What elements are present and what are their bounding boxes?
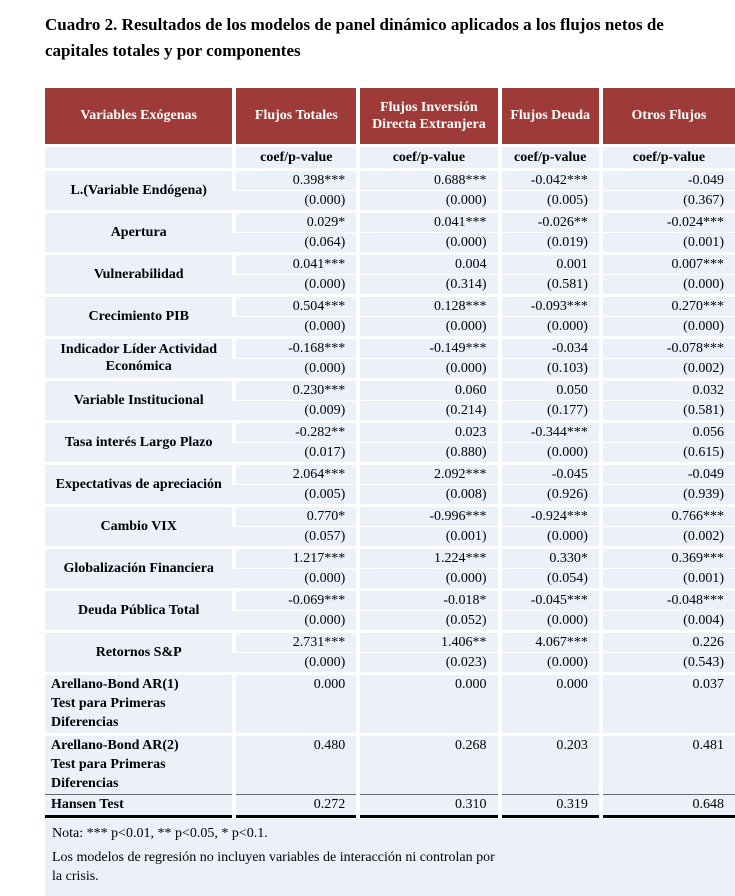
pvalue-cell: (0.000) (234, 568, 358, 589)
col-header-flujos-totales: Flujos Totales (234, 88, 358, 145)
pvalue-cell: (0.880) (358, 442, 499, 463)
stat-row-label: Arellano-Bond AR(1) Test para Primeras Diferencias (45, 673, 234, 734)
coef-cell: 1.217*** (234, 547, 358, 568)
pvalue-cell: (0.004) (601, 610, 735, 631)
row-label: Retornos S&P (45, 631, 234, 673)
pvalue-cell: (0.000) (234, 610, 358, 631)
variable-row (45, 211, 735, 232)
row-label: L.(Variable Endógena) (45, 169, 234, 211)
variable-row (45, 505, 735, 526)
stat-value-cell: 0.648 (601, 794, 735, 816)
coef-cell: 2.064*** (234, 463, 358, 484)
results-tbody (45, 169, 735, 816)
coef-cell: -0.024*** (601, 211, 735, 232)
coef-cell: 0.001 (500, 253, 601, 274)
variable-row (45, 463, 735, 484)
stat-row-label: Arellano-Bond AR(2) Test para Primeras Diferencias (45, 734, 234, 794)
pvalue-cell: (0.052) (358, 610, 499, 631)
pvalue-cell: (0.000) (601, 316, 735, 337)
stat-value-cell: 0.037 (601, 673, 735, 734)
pvalue-cell: (0.064) (234, 232, 358, 253)
coef-cell: 0.270*** (601, 295, 735, 316)
pvalue-cell: (0.000) (358, 358, 499, 379)
note-significance: Nota: *** p<0.01, ** p<0.05, * p<0.1. (52, 825, 268, 841)
pvalue-cell: (0.000) (358, 232, 499, 253)
variable-row (45, 547, 735, 568)
coef-cell: -0.045 (500, 463, 601, 484)
row-label: Tasa interés Largo Plazo (45, 421, 234, 463)
pvalue-cell: (0.000) (601, 274, 735, 295)
coef-cell: 0.029* (234, 211, 358, 232)
pvalue-cell: (0.019) (500, 232, 601, 253)
row-label: Deuda Pública Total (45, 589, 234, 631)
coef-cell: -0.049 (601, 463, 735, 484)
pvalue-cell: (0.581) (500, 274, 601, 295)
pvalue-cell: (0.000) (234, 358, 358, 379)
pvalue-cell: (0.000) (358, 568, 499, 589)
coef-cell: 0.504*** (234, 295, 358, 316)
subheader-row (45, 145, 735, 169)
pvalue-cell: (0.005) (234, 484, 358, 505)
coef-cell: -0.168*** (234, 337, 358, 358)
stat-value-cell: 0.000 (234, 673, 358, 734)
pvalue-cell: (0.939) (601, 484, 735, 505)
variable-row (45, 337, 735, 358)
coef-cell: 1.224*** (358, 547, 499, 568)
pvalue-cell: (0.214) (358, 400, 499, 421)
pvalue-cell: (0.023) (358, 652, 499, 673)
coef-cell: -0.049 (601, 169, 735, 190)
notes-section (45, 819, 735, 896)
subheader-cell: coef/p-value (601, 145, 735, 169)
coef-cell: 0.023 (358, 421, 499, 442)
stat-value-cell: 0.203 (500, 734, 601, 794)
row-label: Globalización Financiera (45, 547, 234, 589)
stat-value-cell: 0.272 (234, 794, 358, 816)
coef-cell: 4.067*** (500, 631, 601, 652)
stat-value-cell: 0.480 (234, 734, 358, 794)
row-label: Indicador Líder Actividad Económica (45, 337, 234, 379)
coef-cell: 0.398*** (234, 169, 358, 190)
coef-cell: -0.282** (234, 421, 358, 442)
subheader-cell: coef/p-value (358, 145, 499, 169)
pvalue-cell: (0.581) (601, 400, 735, 421)
coef-cell: -0.026** (500, 211, 601, 232)
pvalue-cell: (0.001) (601, 232, 735, 253)
stat-value-cell: 0.268 (358, 734, 499, 794)
pvalue-cell: (0.000) (358, 316, 499, 337)
variable-row (45, 253, 735, 274)
pvalue-cell: (0.054) (500, 568, 601, 589)
coef-cell: -0.149*** (358, 337, 499, 358)
stat-value-cell: 0.319 (500, 794, 601, 816)
pvalue-cell: (0.000) (500, 610, 601, 631)
stat-value-cell: 0.000 (358, 673, 499, 734)
hansen-test-row (45, 794, 735, 816)
pvalue-cell: (0.177) (500, 400, 601, 421)
pvalue-cell: (0.926) (500, 484, 601, 505)
pvalue-cell: (0.000) (500, 316, 601, 337)
pvalue-cell: (0.000) (234, 274, 358, 295)
pvalue-cell: (0.000) (358, 190, 499, 211)
variable-row (45, 631, 735, 652)
pvalue-cell: (0.000) (234, 316, 358, 337)
note-model-scope: Los modelos de regresión no incluyen variables de interacción ni controlan por la crisis. (52, 849, 495, 884)
col-header-flujos-deuda: Flujos Deuda (500, 88, 601, 145)
coef-cell: 0.369*** (601, 547, 735, 568)
variable-row (45, 421, 735, 442)
col-header-variables-exogenas: Variables Exógenas (45, 88, 234, 145)
pvalue-cell: (0.002) (601, 526, 735, 547)
variable-row (45, 379, 735, 400)
coef-cell: 0.007*** (601, 253, 735, 274)
col-header-otros-flujos: Otros Flujos (601, 88, 735, 145)
stat-value-cell: 0.000 (500, 673, 601, 734)
pvalue-cell: (0.000) (500, 652, 601, 673)
pvalue-cell: (0.057) (234, 526, 358, 547)
variable-row (45, 169, 735, 190)
coef-cell: 0.766*** (601, 505, 735, 526)
coef-cell: 2.731*** (234, 631, 358, 652)
stat-row (45, 673, 735, 734)
coef-cell: 2.092*** (358, 463, 499, 484)
pvalue-cell: (0.000) (234, 652, 358, 673)
coef-cell: 0.226 (601, 631, 735, 652)
variable-row (45, 295, 735, 316)
pvalue-cell: (0.615) (601, 442, 735, 463)
col-header-flujos-ide: Flujos Inversión Directa Extranjera (358, 88, 499, 145)
pvalue-cell: (0.001) (601, 568, 735, 589)
row-label: Cambio VIX (45, 505, 234, 547)
header-row (45, 88, 735, 145)
pvalue-cell: (0.000) (500, 442, 601, 463)
row-label: Variable Institucional (45, 379, 234, 421)
pvalue-cell: (0.017) (234, 442, 358, 463)
pvalue-cell: (0.543) (601, 652, 735, 673)
row-label: Apertura (45, 211, 234, 253)
coef-cell: 0.032 (601, 379, 735, 400)
coef-cell: 0.060 (358, 379, 499, 400)
coef-cell: -0.034 (500, 337, 601, 358)
row-label: Expectativas de apreciación (45, 463, 234, 505)
pvalue-cell: (0.009) (234, 400, 358, 421)
pvalue-cell: (0.000) (234, 190, 358, 211)
pvalue-cell: (0.367) (601, 190, 735, 211)
coef-cell: -0.078*** (601, 337, 735, 358)
table-title: Cuadro 2. Resultados de los modelos de panel dinámico aplicados a los flujos netos de capitales totales y por componentes (45, 15, 664, 60)
coef-cell: -0.018* (358, 589, 499, 610)
coef-cell: 0.041*** (358, 211, 499, 232)
coef-cell: 0.128*** (358, 295, 499, 316)
coef-cell: 0.770* (234, 505, 358, 526)
coef-cell: 0.688*** (358, 169, 499, 190)
pvalue-cell: (0.005) (500, 190, 601, 211)
coef-cell: 0.041*** (234, 253, 358, 274)
coef-cell: 1.406** (358, 631, 499, 652)
coef-cell: -0.093*** (500, 295, 601, 316)
coef-cell: -0.042*** (500, 169, 601, 190)
coef-cell: -0.045*** (500, 589, 601, 610)
coef-cell: -0.048*** (601, 589, 735, 610)
subheader-empty-cell (45, 145, 234, 169)
coef-cell: 0.004 (358, 253, 499, 274)
variable-row (45, 589, 735, 610)
coef-cell: -0.996*** (358, 505, 499, 526)
stat-row (45, 734, 735, 794)
pvalue-cell: (0.314) (358, 274, 499, 295)
subheader-cell: coef/p-value (234, 145, 358, 169)
coef-cell: -0.069*** (234, 589, 358, 610)
results-table (45, 88, 735, 818)
row-label: Vulnerabilidad (45, 253, 234, 295)
coef-cell: -0.924*** (500, 505, 601, 526)
coef-cell: 0.230*** (234, 379, 358, 400)
subheader-cell: coef/p-value (500, 145, 601, 169)
stat-value-cell: 0.310 (358, 794, 499, 816)
coef-cell: 0.330* (500, 547, 601, 568)
coef-cell: 0.050 (500, 379, 601, 400)
coef-cell: 0.056 (601, 421, 735, 442)
pvalue-cell: (0.103) (500, 358, 601, 379)
pvalue-cell: (0.002) (601, 358, 735, 379)
pvalue-cell: (0.000) (500, 526, 601, 547)
pvalue-cell: (0.001) (358, 526, 499, 547)
pvalue-cell: (0.008) (358, 484, 499, 505)
coef-cell: -0.344*** (500, 421, 601, 442)
stat-value-cell: 0.481 (601, 734, 735, 794)
stat-row-label: Hansen Test (45, 794, 234, 816)
row-label: Crecimiento PIB (45, 295, 234, 337)
